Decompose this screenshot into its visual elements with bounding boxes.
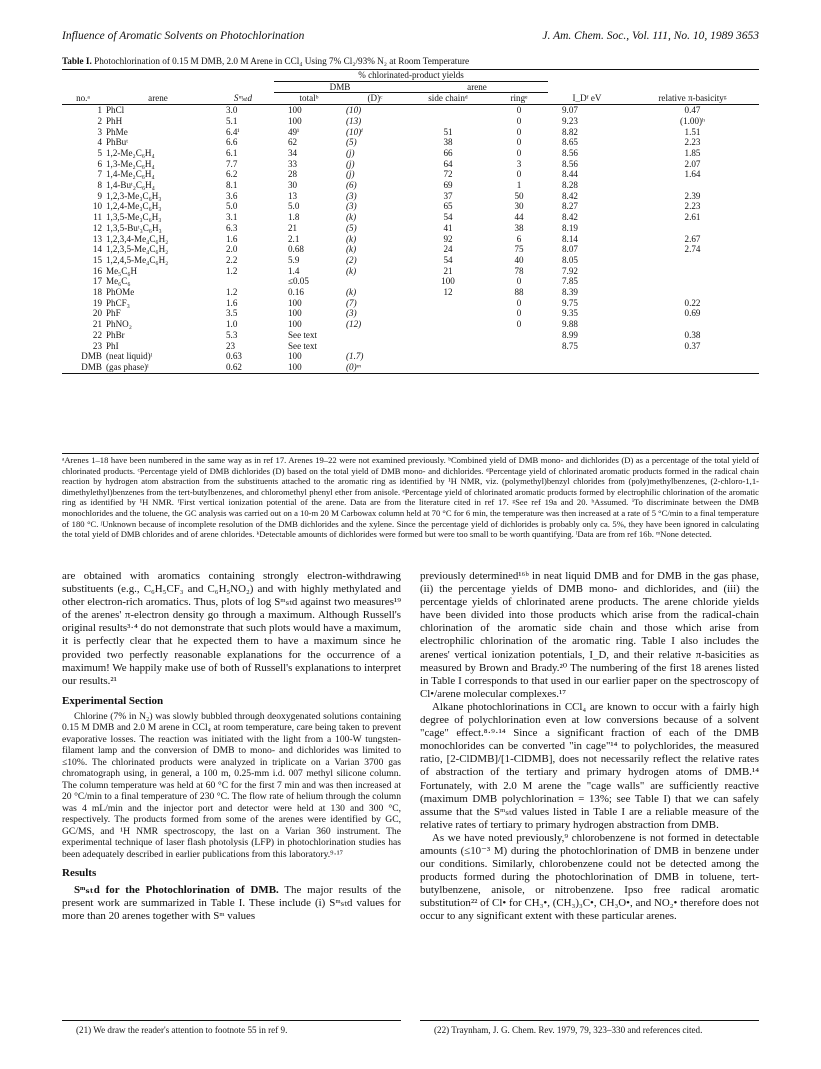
row-arene: PhNO₂ bbox=[106, 319, 132, 330]
row-total-yield: 21 bbox=[288, 222, 298, 233]
row-arene: Me₆C₆ bbox=[106, 276, 131, 287]
row-d-yield: (5) bbox=[346, 222, 357, 233]
row-total-yield: 28 bbox=[288, 169, 298, 180]
row-number: DMB bbox=[81, 351, 102, 362]
row-number: 5 bbox=[97, 147, 102, 158]
row-basicity: 2.39 bbox=[684, 190, 701, 201]
row-arene: 1,4-Me₂C₆H₄ bbox=[106, 169, 155, 180]
row-side-chain bbox=[406, 351, 490, 362]
row-ip: 8.56 bbox=[562, 147, 578, 158]
table-row bbox=[62, 341, 759, 352]
row-side-chain: 69 bbox=[443, 180, 453, 191]
row-s-value: 3.1 bbox=[226, 212, 238, 223]
header-dmb: DMB bbox=[274, 81, 406, 93]
row-basicity: 2.07 bbox=[684, 158, 701, 169]
row-number: 22 bbox=[92, 329, 102, 340]
row-basicity bbox=[626, 180, 759, 191]
row-arene: 1,2,3-Me₃C₆H₃ bbox=[106, 190, 162, 201]
row-side-chain bbox=[406, 341, 490, 352]
row-s-value: 1.0 bbox=[226, 319, 238, 330]
row-number: 9 bbox=[97, 190, 102, 201]
row-s-value: 1.2 bbox=[226, 265, 238, 276]
row-basicity bbox=[626, 223, 759, 234]
row-s-value bbox=[212, 276, 274, 287]
row-total-yield: 100 bbox=[288, 115, 302, 126]
row-ip: 8.42 bbox=[562, 212, 578, 223]
row-total-yield: 100 bbox=[288, 297, 302, 308]
row-number: 3 bbox=[97, 126, 102, 137]
row-ring: 1 bbox=[516, 180, 522, 191]
row-d-yield: (13) bbox=[346, 115, 362, 126]
row-total-yield: 100 bbox=[288, 308, 302, 319]
row-ring: 6 bbox=[516, 233, 522, 244]
row-total-yield: See text bbox=[288, 329, 318, 340]
row-ip: 8.19 bbox=[562, 222, 578, 233]
col-arene: arene bbox=[148, 93, 168, 104]
row-d-yield bbox=[344, 341, 406, 352]
row-number: 1 bbox=[97, 105, 102, 116]
row-side-chain: 100 bbox=[441, 276, 455, 287]
row-arene: 1,2,3,4-Me₄C₆H₂ bbox=[106, 233, 169, 244]
row-arene: PhCl bbox=[106, 105, 125, 116]
row-d-yield bbox=[344, 276, 406, 287]
row-side-chain: 65 bbox=[443, 201, 453, 212]
row-ip bbox=[548, 362, 626, 373]
col-ip: I_Dᶠ eV bbox=[572, 93, 602, 104]
row-total-yield: 62 bbox=[288, 137, 298, 148]
table-row bbox=[62, 105, 759, 116]
row-ip: 9.23 bbox=[562, 115, 578, 126]
row-ip: 8.07 bbox=[562, 244, 578, 255]
table-row bbox=[62, 362, 759, 373]
left-column bbox=[62, 570, 401, 923]
row-arene: PhCF₃ bbox=[106, 297, 130, 308]
row-number: 8 bbox=[97, 180, 102, 191]
row-ring: 0 bbox=[516, 297, 522, 308]
row-basicity: 2.23 bbox=[684, 137, 701, 148]
row-ip: 8.42 bbox=[562, 190, 578, 201]
row-side-chain: 21 bbox=[443, 265, 453, 276]
results-paragraph bbox=[62, 884, 401, 923]
results-text: The major results of the present work are summarized in Table I. These include (i) Sᵐₛₜd values for more than 20 arenes together with Sᵐ values bbox=[62, 883, 402, 922]
row-ring: 44 bbox=[514, 212, 524, 223]
table-row bbox=[62, 276, 759, 287]
row-total-yield: 1.8 bbox=[288, 212, 300, 223]
row-total-yield: 13 bbox=[288, 190, 298, 201]
row-side-chain: 92 bbox=[443, 233, 453, 244]
row-d-yield: (k) bbox=[346, 244, 357, 255]
row-total-yield: 1.4 bbox=[288, 265, 300, 276]
row-s-value: 23 bbox=[226, 340, 236, 351]
header-group: % chlorinated-product yields bbox=[274, 70, 548, 82]
row-arene: PhI bbox=[106, 340, 119, 351]
table-row bbox=[62, 255, 759, 266]
row-basicity bbox=[626, 255, 759, 266]
table-row bbox=[62, 116, 759, 127]
row-side-chain bbox=[406, 319, 490, 330]
row-basicity: 0.37 bbox=[684, 340, 701, 351]
row-ring: 38 bbox=[514, 222, 524, 233]
row-ip: 9.07 bbox=[562, 105, 578, 116]
row-number: 18 bbox=[92, 287, 102, 298]
row-ring bbox=[490, 330, 548, 341]
row-d-yield: (10) bbox=[346, 105, 362, 116]
row-arene: 1,2,4,5-Me₄C₆H₂ bbox=[106, 254, 169, 265]
row-basicity: 1.85 bbox=[684, 147, 701, 158]
row-s-value: 6.2 bbox=[226, 169, 238, 180]
row-s-value: 5.1 bbox=[226, 115, 238, 126]
row-basicity bbox=[626, 351, 759, 362]
row-s-value: 6.4ⁱ bbox=[226, 126, 240, 137]
row-side-chain: 12 bbox=[443, 287, 453, 298]
row-side-chain: 38 bbox=[443, 137, 453, 148]
row-s-value: 5.0 bbox=[226, 201, 238, 212]
row-s-value: 8.1 bbox=[226, 180, 238, 191]
table-row bbox=[62, 212, 759, 223]
right-paragraph-3: As we have noted previously,⁹ chlorobenzene is not formed in detectable amounts (≤10⁻³ M) during the photochlorination of DMB in benzene under our conditions. Similarly, chlorobenzene could not be detected among the products formed during the photochlorination of DMB in toluene, tert-butylbenzene, anisole, or nitrobenzene. Ipso free radical aromatic substitution²² of Cl• for CH₃•, (CH₃)₃C•, CH₃O•, and NO₂• therefore does not occur to any significant extent with these particular arenes. bbox=[420, 831, 759, 923]
row-ip: 7.85 bbox=[562, 276, 578, 287]
row-arene: 1,3-Me₂C₆H₄ bbox=[106, 158, 155, 169]
row-ring: 3 bbox=[516, 158, 522, 169]
row-ring: 0 bbox=[516, 137, 522, 148]
row-d-yield: (3) bbox=[346, 308, 357, 319]
row-side-chain bbox=[406, 105, 490, 116]
table-row bbox=[62, 351, 759, 362]
table-row bbox=[62, 223, 759, 234]
row-number: DMB bbox=[81, 361, 102, 372]
header-arene-group: arene bbox=[406, 81, 548, 93]
row-ring: 0 bbox=[516, 319, 522, 330]
row-total-yield: See text bbox=[288, 340, 318, 351]
table-row bbox=[62, 234, 759, 245]
col-s: Sᵐₛₜd bbox=[233, 93, 253, 104]
row-s-value: 5.3 bbox=[226, 329, 238, 340]
row-ip: 9.88 bbox=[562, 319, 578, 330]
table-row bbox=[62, 137, 759, 148]
table-row bbox=[62, 266, 759, 277]
row-number: 14 bbox=[92, 244, 102, 255]
table-row bbox=[62, 148, 759, 159]
row-ip: 8.56 bbox=[562, 158, 578, 169]
row-number: 17 bbox=[92, 276, 102, 287]
experimental-paragraph: Chlorine (7% in N₂) was slowly bubbled through deoxygenated solutions containing 0.15 M DMB and 2.0 M arene in CCl₄ at room temperature, care being taken to prevent evaporative losses. The reaction was initiated with the light from a 100-W tungsten-filament lamp and the conversion of DMB to mono- and dichlorides was limited to ≤10%. The chlorinated products were analyzed in triplicate on a Varian 3700 gas chromatograph using, in general, a 100 m, 0.25-mm i.d. 007 methyl silicone column. The column temperature was held at 60 °C for the first 7 min and was then increased at 20 °C/min to a final temperature of 230 °C. The flow rate of helium through the column was 4 mL/min and the injector port and detector were held at 130 and 300 °C, respectively. The products formed from some of the arenes were identified by GC, GC/MS, and ¹H NMR spectroscopy, the last on a Varian 360 instrument. The experimental technique of laser flash photolysis (LFP) in photochlorination studies has been adequately described in earlier publications from this laboratory.⁹·¹⁷ bbox=[62, 710, 401, 860]
col-basicity: relative π-basicityᵍ bbox=[658, 93, 727, 104]
row-s-value: 1.6 bbox=[226, 297, 238, 308]
right-paragraph-2: Alkane photochlorinations in CCl₄ are known to occur with a fairly high degree of polychlorination even at low conversions because of a solvent "cage" effect.⁸·⁹·¹⁴ Since a significant fraction of each of the DMB monochlorides can be converted "in cage"¹⁴ to polychlorides, the measured ratio, [2-ClDMB]/[1-ClDMB], does not necessarily reflect the relative rates of abstraction of the tertiary and primary hydrogen atoms of DMB.¹⁴ Fortunately, with 2.0 M arene the "cage walls" are sufficiently reactive (maximum DMB polychlorination = 13%; see Table I) that we can safely assume that the Sᵐₛₜd values listed in Table I are a reliable measure of the relative rates of tertiary to primary hydrogen abstraction from DMB. bbox=[420, 700, 759, 831]
row-total-yield: 100 bbox=[288, 361, 302, 372]
row-side-chain bbox=[406, 298, 490, 309]
row-d-yield: (12) bbox=[346, 319, 362, 330]
row-d-yield: (k) bbox=[346, 287, 357, 298]
row-arene: (neat liquid)ˡ bbox=[106, 351, 153, 362]
row-ring: 0 bbox=[516, 105, 522, 116]
row-number: 11 bbox=[93, 212, 102, 223]
row-arene: PhOMe bbox=[106, 287, 135, 298]
row-ring: 0 bbox=[516, 276, 522, 287]
row-d-yield: (k) bbox=[346, 265, 357, 276]
row-ring: 0 bbox=[516, 126, 522, 137]
row-arene: PhBuᵗ bbox=[106, 137, 128, 148]
row-number: 15 bbox=[92, 254, 102, 265]
table-row bbox=[62, 330, 759, 341]
row-number: 2 bbox=[97, 115, 102, 126]
table-caption bbox=[62, 56, 759, 66]
table-row bbox=[62, 298, 759, 309]
row-basicity bbox=[626, 362, 759, 373]
row-ring bbox=[490, 362, 548, 373]
row-s-value: 6.3 bbox=[226, 222, 238, 233]
row-basicity: 2.74 bbox=[684, 244, 701, 255]
row-arene: 1,3,5-Me₃C₆H₃ bbox=[106, 212, 162, 223]
row-ip: 8.44 bbox=[562, 169, 578, 180]
row-ip: 8.05 bbox=[562, 254, 578, 265]
row-ring: 0 bbox=[516, 147, 522, 158]
row-d-yield: (6) bbox=[346, 180, 357, 191]
row-ip: 8.99 bbox=[562, 329, 578, 340]
row-basicity: 0.47 bbox=[684, 105, 701, 116]
row-arene: 1,2,4-Me₃C₆H₃ bbox=[106, 201, 162, 212]
row-arene: PhF bbox=[106, 308, 121, 319]
row-ring: 40 bbox=[514, 254, 524, 265]
row-basicity: 2.67 bbox=[684, 233, 701, 244]
row-total-yield: 5.9 bbox=[288, 254, 300, 265]
row-side-chain bbox=[406, 308, 490, 319]
experimental-heading: Experimental Section bbox=[62, 694, 164, 707]
row-basicity bbox=[626, 276, 759, 287]
row-number: 20 bbox=[92, 308, 102, 319]
row-d-yield: (1.7) bbox=[346, 351, 364, 362]
row-ring: 0 bbox=[516, 308, 522, 319]
row-side-chain bbox=[406, 330, 490, 341]
row-ring: 88 bbox=[514, 287, 524, 298]
table-row bbox=[62, 244, 759, 255]
row-basicity bbox=[626, 287, 759, 298]
table-row bbox=[62, 319, 759, 330]
row-basicity bbox=[626, 266, 759, 277]
table-row bbox=[62, 127, 759, 138]
row-d-yield: (10)ⁱ bbox=[346, 126, 363, 137]
row-ring: 75 bbox=[514, 244, 524, 255]
row-ip: 8.65 bbox=[562, 137, 578, 148]
row-side-chain: 54 bbox=[443, 212, 453, 223]
row-number: 21 bbox=[92, 319, 102, 330]
row-s-value: 2.2 bbox=[226, 254, 238, 265]
row-basicity: 1.51 bbox=[684, 126, 701, 137]
row-arene: 1,2,3,5-Me₄C₆H₂ bbox=[106, 244, 169, 255]
row-total-yield: 100 bbox=[288, 105, 302, 116]
row-ip: 8.28 bbox=[562, 180, 578, 191]
row-basicity: 2.23 bbox=[684, 201, 701, 212]
table-row bbox=[62, 180, 759, 191]
table-title: Photochlorination of 0.15 M DMB, 2.0 M Arene in CCl₄ Using 7% Cl₂/93% N₂ at Room Temperature bbox=[94, 56, 470, 66]
row-arene: 1,4-Buᵗ₂C₆H₄ bbox=[106, 180, 155, 191]
row-total-yield: 100 bbox=[288, 351, 302, 362]
row-d-yield: (7) bbox=[346, 297, 357, 308]
footnote-21 bbox=[62, 1020, 401, 1035]
row-d-yield: (5) bbox=[346, 137, 357, 148]
row-d-yield: (j) bbox=[346, 169, 355, 180]
row-arene: PhMe bbox=[106, 126, 128, 137]
table-row bbox=[62, 169, 759, 180]
row-side-chain: 41 bbox=[443, 222, 453, 233]
row-basicity: 0.69 bbox=[684, 308, 701, 319]
row-basicity: 2.61 bbox=[684, 212, 701, 223]
row-s-value: 7.7 bbox=[226, 158, 238, 169]
results-heading: Results bbox=[62, 867, 97, 880]
row-total-yield: 0.68 bbox=[288, 244, 304, 255]
header-title: Influence of Aromatic Solvents on Photochlorination bbox=[62, 30, 305, 42]
row-ring: 30 bbox=[514, 201, 524, 212]
row-side-chain: 24 bbox=[443, 244, 453, 255]
row-d-yield: (3) bbox=[346, 201, 357, 212]
footnote-22 bbox=[420, 1020, 759, 1035]
row-s-value: 0.62 bbox=[226, 361, 242, 372]
row-total-yield: 0.16 bbox=[288, 287, 304, 298]
row-d-yield: (0)ᵐ bbox=[346, 361, 361, 372]
row-s-value: 0.63 bbox=[226, 351, 242, 362]
col-d: (D)ᶜ bbox=[367, 93, 383, 104]
table-row bbox=[62, 191, 759, 202]
col-ring: ringᵉ bbox=[510, 93, 528, 104]
row-arene: Me₅C₆H bbox=[106, 265, 138, 276]
col-no: no.ᵃ bbox=[76, 93, 90, 104]
row-ip: 8.14 bbox=[562, 233, 578, 244]
row-side-chain bbox=[406, 116, 490, 127]
row-total-yield: 5.0 bbox=[288, 201, 300, 212]
table-row bbox=[62, 287, 759, 298]
row-s-value: 3.5 bbox=[226, 308, 238, 319]
table-row bbox=[62, 159, 759, 170]
row-basicity: 0.38 bbox=[684, 329, 701, 340]
row-d-yield: (2) bbox=[346, 254, 357, 265]
row-total-yield: 49ⁱ bbox=[288, 126, 299, 137]
row-ring: 78 bbox=[514, 265, 524, 276]
row-arene: PhBr bbox=[106, 329, 125, 340]
row-side-chain: 37 bbox=[443, 190, 453, 201]
footnote-21-text: (21) We draw the reader's attention to footnote 55 in ref 9. bbox=[76, 1025, 288, 1035]
row-number: 4 bbox=[97, 137, 102, 148]
table-footnotes bbox=[62, 453, 759, 540]
row-total-yield: 33 bbox=[288, 158, 298, 169]
row-ring: 0 bbox=[516, 169, 522, 180]
row-ring: 50 bbox=[514, 190, 524, 201]
table-row bbox=[62, 308, 759, 319]
row-d-yield: (3) bbox=[346, 190, 357, 201]
table-footnote-text: ᵃArenes 1–18 have been numbered in the same way as in ref 17. Arenes 19–22 were not examined previously. ᵇCombined yield of DMB mono- and dichlorides (D) as a percentage of the total yield of chlorinated products. ᶜPercentage yield of DMB dichlorides (D) based on the total yield of DMB mono- and dichlorides. ᵈPercentage yield of chlorinated aromatic products formed in the radical chain reaction by hydrogen atom abstraction from the substituents attached to the aromatic ring as identified by ¹H NMR, viz. (polymethyl)benzyl chlorides from (poly)methylbenzenes, (2-chloro-1,1-dimethylethyl)benzenes from the tert-butylbenzenes, and chloromethyl phenyl ether from anisole. ᵉPercentage yield of chlorinated aromatic products formed by electrophilic chlorination of the aromatic ring as identified by ¹H NMR. ᶠFirst vertical ionization potential of the arene. Data are from the literature cited in ref 17. ᵍSee ref 19a and 20. ʰAssumed. ⁱTo discriminate between the DMB monochlorides and the toluene, the GC analysis was carried out on a 10-m 20 M Carbowax column held at 70 °C for 6 min, the temperature was then increased at a rate of 5 °C/min to a final temperature of 180 °C. ʲUnknown because of incomplete resolution of the DMB dichlorides and the xylene. Since the percentage yield of dichlorides is probably only ca. 5%, they have been ignored in calculating the total yield of DMB chlorides and of arene chlorides. ᵏDetectable amounts of dichlorides were formed but were too small to be worth quantifying. ˡData are from ref 16b. ᵐNone detected. bbox=[62, 455, 759, 540]
row-ip bbox=[548, 351, 626, 362]
right-paragraph-1: previously determined¹⁶ᵇ in neat liquid DMB and for DMB in the gas phase, (ii) the percentage yields of DMB mono- and dichlorides, and (iii) the percentage yields of chlorinated arene products. The arene chloride yields have been divided into those products which arise from the radical-chain chlorination of the aromatic side chain and those which arise from electrophilic chlorination of the aromatic ring. Table I also includes the arenes' vertical ionization potentials, I_D, and their relative π-basicities as measured by Brown and Brady.²⁰ The numbering of the first 18 arenes listed in Table I corresponds to that used in our earlier paper on the spectroscopy of Cl•/arene molecular complexes.¹⁷ bbox=[420, 570, 759, 700]
row-basicity bbox=[626, 319, 759, 330]
row-d-yield bbox=[344, 330, 406, 341]
row-arene: (gas phase)ˡ bbox=[106, 361, 149, 372]
row-ip: 9.35 bbox=[562, 308, 578, 319]
table-row bbox=[62, 201, 759, 212]
row-number: 16 bbox=[92, 265, 102, 276]
row-s-value: 1.6 bbox=[226, 233, 238, 244]
row-s-value: 6.6 bbox=[226, 137, 238, 148]
row-side-chain: 72 bbox=[443, 169, 453, 180]
results-table bbox=[62, 69, 759, 374]
col-side-chain: side chainᵈ bbox=[428, 93, 468, 104]
row-number: 7 bbox=[97, 169, 102, 180]
row-number: 19 bbox=[92, 297, 102, 308]
row-total-yield: 34 bbox=[288, 147, 298, 158]
row-arene: 1,3,5-Buᵗ₃C₆H₃ bbox=[106, 222, 162, 233]
row-s-value: 1.2 bbox=[226, 287, 238, 298]
row-total-yield: 2.1 bbox=[288, 233, 300, 244]
row-basicity: 1.64 bbox=[684, 169, 701, 180]
row-s-value: 3.0 bbox=[226, 105, 238, 116]
row-ip: 8.75 bbox=[562, 340, 578, 351]
col-total: totalᵇ bbox=[299, 93, 319, 104]
row-d-yield: (j) bbox=[346, 158, 355, 169]
row-s-value: 2.0 bbox=[226, 244, 238, 255]
row-d-yield: (j) bbox=[346, 147, 355, 158]
right-column bbox=[420, 570, 759, 924]
row-number: 23 bbox=[92, 340, 102, 351]
row-side-chain: 54 bbox=[443, 254, 453, 265]
row-arene: PhH bbox=[106, 115, 123, 126]
row-side-chain: 66 bbox=[443, 147, 453, 158]
row-ring: 0 bbox=[516, 115, 522, 126]
row-side-chain bbox=[406, 362, 490, 373]
row-total-yield: ≤0.05 bbox=[288, 276, 309, 287]
row-side-chain: 51 bbox=[443, 126, 453, 137]
row-ring bbox=[490, 341, 548, 352]
row-ip: 9.75 bbox=[562, 297, 578, 308]
footnote-22-text: (22) Traynham, J. G. Chem. Rev. 1979, 79, 323–330 and references cited. bbox=[434, 1025, 703, 1035]
row-s-value: 3.6 bbox=[226, 190, 238, 201]
row-side-chain: 64 bbox=[443, 158, 453, 169]
row-ip: 8.39 bbox=[562, 287, 578, 298]
row-ip: 8.27 bbox=[562, 201, 578, 212]
table-label: Table I. bbox=[62, 56, 92, 66]
row-d-yield: (k) bbox=[346, 212, 357, 223]
row-basicity: (1.00)ʰ bbox=[680, 115, 705, 126]
row-s-value: 6.1 bbox=[226, 147, 238, 158]
row-number: 13 bbox=[92, 233, 102, 244]
row-basicity: 0.22 bbox=[684, 297, 701, 308]
header-citation: J. Am. Chem. Soc., Vol. 111, No. 10, 1989 3653 bbox=[542, 30, 759, 42]
row-ip: 8.82 bbox=[562, 126, 578, 137]
row-number: 10 bbox=[92, 201, 102, 212]
row-total-yield: 100 bbox=[288, 319, 302, 330]
row-total-yield: 30 bbox=[288, 180, 298, 191]
row-arene: 1,2-Me₂C₆H₄ bbox=[106, 147, 155, 158]
results-runin-heading: Sᵐₛₜd for the Photochlorination of DMB. bbox=[74, 883, 279, 896]
row-d-yield: (k) bbox=[346, 233, 357, 244]
row-number: 6 bbox=[97, 158, 102, 169]
row-ring bbox=[490, 351, 548, 362]
row-number: 12 bbox=[92, 222, 102, 233]
row-ip: 7.92 bbox=[562, 265, 578, 276]
left-intro-paragraph: are obtained with aromatics containing strongly electron-withdrawing substituents (e.g., C₆H₅CF₃ and C₆H₅NO₂) and with highly methylated and other electron-rich aromatics. Thus, plots of log Sᵐₛₜd against two measures¹⁹ of the arenes' π-electron density go through a maximum. Although Russell's original results³·⁴ do not demonstrate that such plots would have a maximum, it is perfectly clear that he expected them to have a maximum since he provided two perfectly reasonable explanations for the occurrence of a maximum! We happily make use of both of Russell's explanations to interpret our results.²¹ bbox=[62, 570, 401, 687]
